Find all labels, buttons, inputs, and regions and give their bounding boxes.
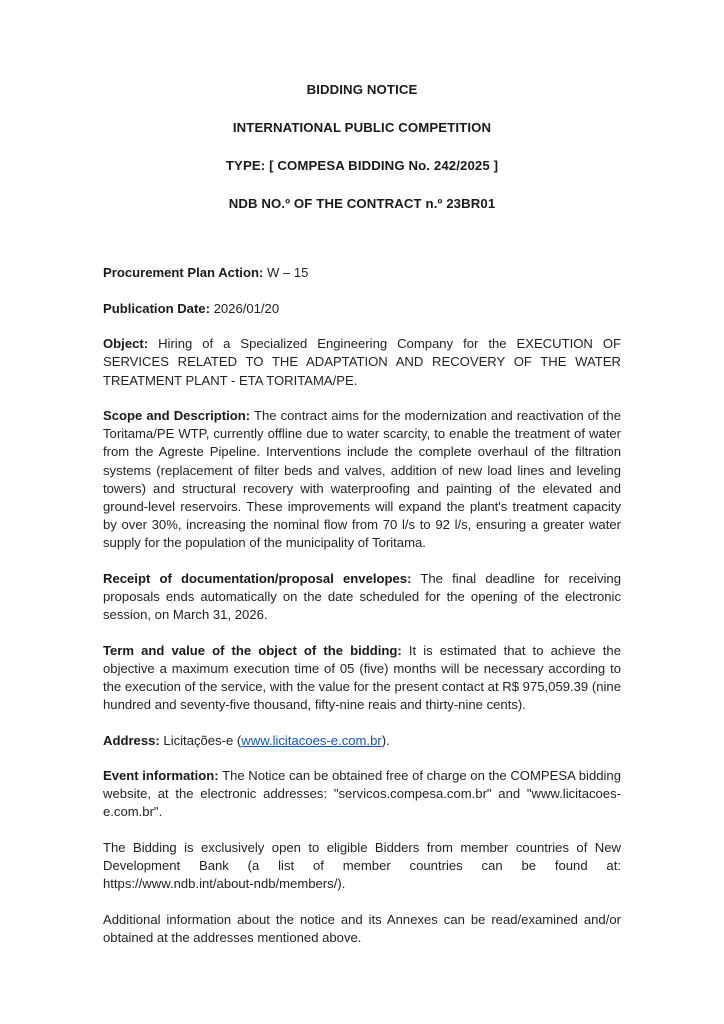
paragraph-additional-information: Additional information about the notice and its Annexes can be read/examined and/or obtained at the addresses mentioned above. xyxy=(103,911,621,945)
value-address-suffix: ). xyxy=(381,732,390,748)
value-receipt-of-documentation: The final deadline for receiving proposals ends automatically on the date scheduled for the opening of the electronic session, on March 31, 2026. xyxy=(103,570,621,622)
paragraph-eligibility: The Bidding is exclusively open to eligible Bidders from member countries of New Development Bank (a list of member countries can be found at: https://www.ndb.int/about-ndb/members/). xyxy=(103,840,621,892)
label-event-information: Event information: xyxy=(103,768,219,784)
heading-international-public-competition: INTERNATIONAL PUBLIC COMPETITION xyxy=(232,120,492,136)
value-address-prefix: Licitações-e ( xyxy=(163,732,242,748)
paragraph-scope-and-description xyxy=(103,407,621,552)
paragraph-procurement-plan-action xyxy=(103,264,621,282)
label-term-and-value: Term and value of the object of the bidding: xyxy=(103,642,402,658)
document-body xyxy=(103,264,621,947)
heading-bidding-notice: BIDDING NOTICE xyxy=(306,82,418,97)
label-scope-and-description: Scope and Description: xyxy=(103,408,251,424)
paragraph-event-information xyxy=(103,767,621,821)
paragraph-address xyxy=(103,732,621,750)
document-heading-block xyxy=(103,82,621,213)
paragraph-term-and-value xyxy=(103,642,621,715)
label-publication-date: Publication Date: xyxy=(103,300,210,316)
value-publication-date: 2026/01/20 xyxy=(213,300,280,316)
paragraph-object xyxy=(103,335,621,389)
value-object: Hiring of a Specialized Engineering Company for the EXECUTION OF SERVICES RELATED TO THE ADAPTATION AND RECOVERY OF THE WATER TREATMENT PLANT - ETA TORITAMA/PE. xyxy=(103,336,622,388)
heading-contract-number: NDB NO.º OF THE CONTRACT n.º 23BR01 xyxy=(228,196,496,212)
value-event-information: The Notice can be obtained free of charge on the COMPESA bidding website, at the electronic addresses: "servicos.compesa.com.br" and "www.licitacoes-e.com.br". xyxy=(103,768,621,820)
label-object: Object: xyxy=(103,336,149,352)
paragraph-receipt-of-documentation xyxy=(103,570,621,624)
address-website-link[interactable]: www.licitacoes-e.com.br xyxy=(241,732,382,748)
label-receipt-of-documentation: Receipt of documentation/proposal envelopes: xyxy=(103,570,412,586)
label-address: Address: xyxy=(103,732,160,748)
label-procurement-plan-action: Procurement Plan Action: xyxy=(103,265,264,280)
value-scope-and-description: The contract aims for the modernization and reactivation of the Toritama/PE WTP, currently offline due to water scarcity, to enable the treatment of water from the Agreste Pipeline. Interventions include the complete overhaul of the filtration systems (replacement of filter beds and valves, addition of new load lines and leveling towers) and structural recovery with waterproofing and painting of the elevated and ground-level reservoirs. These improvements will expand the plant's treatment capacity by over 30%, increasing the nominal flow from 70 l/s to 92 l/s, ensuring a greater water supply for the population of the municipality of Toritama. xyxy=(103,408,621,550)
paragraph-publication-date xyxy=(103,300,621,318)
value-term-and-value: It is estimated that to achieve the objective a maximum execution time of 05 (five) months will be necessary according to the execution of the service, with the value for the present contact at R$ 975,059.39 (nine hundred and seventy-five thousand, fifty-nine reais and thirty-nine cents). xyxy=(103,642,621,712)
heading-bidding-type: TYPE: [ COMPESA BIDDING No. 242/2025 ] xyxy=(225,158,499,174)
value-procurement-plan-action: W – 15 xyxy=(266,265,309,280)
